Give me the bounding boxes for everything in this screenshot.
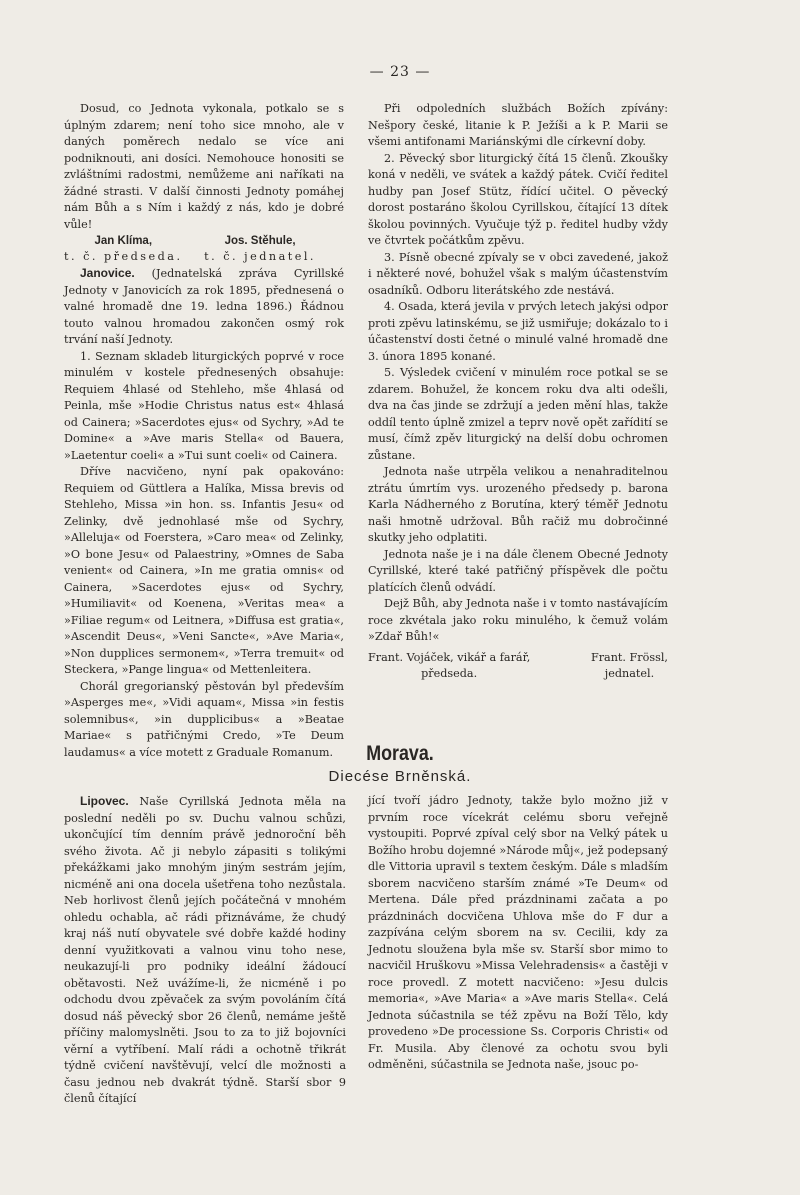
- signature-name: Frant. Frössl,: [590, 650, 668, 664]
- signature-name: Frant. Vojáček, vikář a farář,: [368, 650, 531, 664]
- right-column: [368, 101, 668, 682]
- signature-role: t. č. předseda.: [64, 250, 183, 263]
- signature-role: t. č. jednatel.: [204, 250, 316, 263]
- result-paragraph: 5. Výsledek cvičení v minulém roce potkal se se zdarem. Bohužel, že koncem roku dva alti odešli, dva na čas jinde se zdržují a jeden mění hlas, takže oddíl tento úplně zmizel a teprv nově opět zařídití se musí, čímž zpěv liturgický na delší dobu ochromen zůstane.: [368, 366, 668, 462]
- signature-name: Jan Klíma,: [94, 235, 153, 247]
- report-text: Naše Cyrillská Jednota měla na poslední neděli po sv. Duchu valnou schůzi, ukončující tím denním právě jednoroční běh svého života. Ač ji nebylo zápasiti s tolikými překážkami jako mnohým jiným sestrám jejím, nicméně ani ona docela ušetřena toho nezůstala. Neb horlivost členů jejích počátečná v mnohém ohledu ochabla, ač rádi přiznáváme, že chudý kraj náš nutí obyvatele své dobře každé hodiny denní využitkovati a valnou vinu toho nese, neukazují-li pro podniky ideální žádoucí obětavosti. Než uvážíme-li, že nicméně i po odchodu dvou zpěvaček za svým povoláním čítá dosud náš pěvecký sbor 26 členů, nemáme ještě příčiny malomyslněti. Jsou to za to již bojovníci věrní a vytříbení. Malí rádi a ochotně třikrát týdně cvičení navštěvují, velcí dle možnosti a času jednou neb dvakrát týdně. Starší sbor 9 členů čítající: [64, 795, 346, 1105]
- signature-name: Jos. Stěhule,: [224, 235, 296, 247]
- section-subheading: Diecése Brněnská.: [328, 768, 472, 785]
- list-paragraph: 1. Seznam skladeb liturgických poprvé v roce minulém v kostele přednesených obsahuje: Requiem 4hlasé od Stehleho, mše 4hlasá od Peinla, mše »Hodie Christus natus est« 4hlasá od Cainera; »Sacerdotes ejus« od Sychry, »Ad te Domine« a »Ave maris Stella« od Bauera, »Laetentur coeli« a »Tui sunt coeli« od Cainera.: [64, 349, 344, 462]
- left-column: [64, 101, 344, 761]
- signature-block: [64, 233, 344, 265]
- parish-paragraph: 4. Osada, která jevila v prvých letech jakýsi odpor proti zpěvu latinskému, se již usmiřuje; dokázalo to i účastenství dosti četné o minulé valné hromadě dne 3. února 1895 konané.: [368, 300, 668, 363]
- intro-paragraph: Dosud, co Jednota vykonala, potkalo se s úplným zdarem; není toho sice mnoho, ale v daných poměrech nedalo se více ani podniknouti, ani dosíci. Nemohouce honositi se zvláštními radostmi, nemůžeme ani naříkati na žádné strasti. V další činnosti Jednoty pomáhej nám Bůh a s Ním i každý z nás, kdo je dobré vůle!: [64, 102, 344, 231]
- signature-right: [204, 233, 316, 265]
- report-intro: (Jednatelská zpráva Cyrillské Jednoty v Janovicích za rok 1895, přednesená o valné hromadě dne 19. ledna 1896.) Řádnou touto valnou hromadou zakončen osmý rok trvání naší Jednoty.: [64, 267, 345, 346]
- loss-paragraph: Jednota naše utrpěla velikou a nenahraditelnou ztrátu úmrtím vys. urozeného předsedy p. barona Karla Nádherného z Borutína, který téměř Jednotu naši hmotně udržoval. Bůh račiž mu dobročinné skutky jeho odplatiti.: [368, 465, 668, 544]
- bottom-left-column: [64, 793, 346, 1108]
- section-heading: Morava.: [366, 742, 434, 765]
- signature-right: [591, 650, 668, 682]
- choral-paragraph: Chorál gregorianský pěstován byl především »Asperges me«, »Vidi aquam«, Missa »in festis solemnibus«, »in dupplicibus« a »Beatae Mariae« s patřičnými Credo, »Te Deum laudamus« a více motett z Graduale Romanum.: [64, 679, 344, 759]
- lipovec-report: [64, 793, 346, 1108]
- place-heading: Janovice.: [80, 266, 135, 280]
- janovice-report: [64, 265, 344, 349]
- signature-block: [368, 650, 668, 682]
- wish-paragraph: Dejž Bůh, aby Jednota naše i v tomto nastávajícím roce zkvétala jako roku minulého, k čemuž volám »Zdař Bůh!«: [368, 597, 668, 643]
- report-continuation: jící tvoří jádro Jednoty, takže bylo možno již v prvním roce vícekrát celému sboru veřejně vystoupiti. Poprvé zpíval celý sbor na Velký pátek u Božího hrobu dojemné »Národe můj«, jež podepsaný dle Vittoria upravil s textem českým. Dále s mladším sborem nacvičeno starším známé »Te Deum« od Mertena. Dále před prázdninami začata a po prázdninách docvičena Uhlova mše do F dur a zazpívána celým sborem na sv. Cecilii, kdy za Jednotu sloužena byla mše sv. Starší sbor mimo to nacvičil Hruškovu »Missa Velehradensis« a častěji v roce provedl. Z motett nacvičeno: »Jesu dulcis memoria«, »Ave Maria« a »Ave maris Stella«. Celá Jednota súčastnila se též zpěvu na Boží Tělo, kdy provedeno »De processione Ss. Corporis Christi« od Fr. Musila. Aby členové za ochotu svou byli odměněni, súčastnila se Jednota naše, jsouc po-: [368, 794, 668, 1071]
- songs-paragraph: 3. Písně obecné zpívaly se v obci zavedené, jakož i některé nové, bohužel však s malým účastenstvím osadníků. Odboru literátského zde nestává.: [368, 250, 668, 297]
- place-heading: Lipovec.: [80, 794, 129, 808]
- signature-role: předseda.: [421, 666, 478, 680]
- choir-paragraph: 2. Pěvecký sbor liturgický čítá 15 členů. Zkoušky koná v neděli, ve svátek a každý pátek. Cvičí ředitel hudby pan Josef Stütz, řídící učitel. O pěvecký dorost postaráno školou Cyrillskou, čítající 13 dítek školou povinných. Vyučuje týž p. ředitel hudby vždy ve čtvrtek počátkům zpěvu.: [368, 151, 668, 247]
- signature-left: [368, 650, 530, 682]
- member-paragraph: Jednota naše je i na dále členem Obecné Jednoty Cyrillské, které také patřičný příspěvek dle počtu platících členů odvádí.: [368, 547, 668, 594]
- afternoon-paragraph: Při odpoledních službách Božích zpívány: Nešpory české, litanie k P. Ježíši a k P. Marii se všemi antifonami Mariánskými dle církevní doby.: [368, 102, 668, 148]
- signature-left: [64, 233, 183, 265]
- signature-role: jednatel.: [604, 666, 655, 680]
- page-number: — 23 —: [369, 64, 431, 80]
- bottom-right-column: [368, 793, 668, 1074]
- repeat-paragraph: Dříve nacvičeno, nyní pak opakováno: Requiem od Güttlera a Halíka, Missa brevis od Stehleho, Missa »in hon. ss. Infantis Jesu« od Zelinky, dvě jednohlasé mše od Sychry, »Alleluja« od Foerstera, »Caro mea« od Zelinky, »O bone Jesu« od Palaestriny, »Omnes de Saba venient« od Cainera, »In me gratia omnis« od Cainera, »Sacerdotes ejus« od Sychry, »Humiliavit« od Koenena, »Veritas mea« a »Filiae regum« od Leitnera, »Diffusa est gratia«, »Ascendit Deus«, »Veni Sancte«, »Ave Maria«, »Non dupplices sermonem«, »Terra tremuit« od Steckera, »Pange lingua« od Mettenleitera.: [64, 465, 344, 676]
